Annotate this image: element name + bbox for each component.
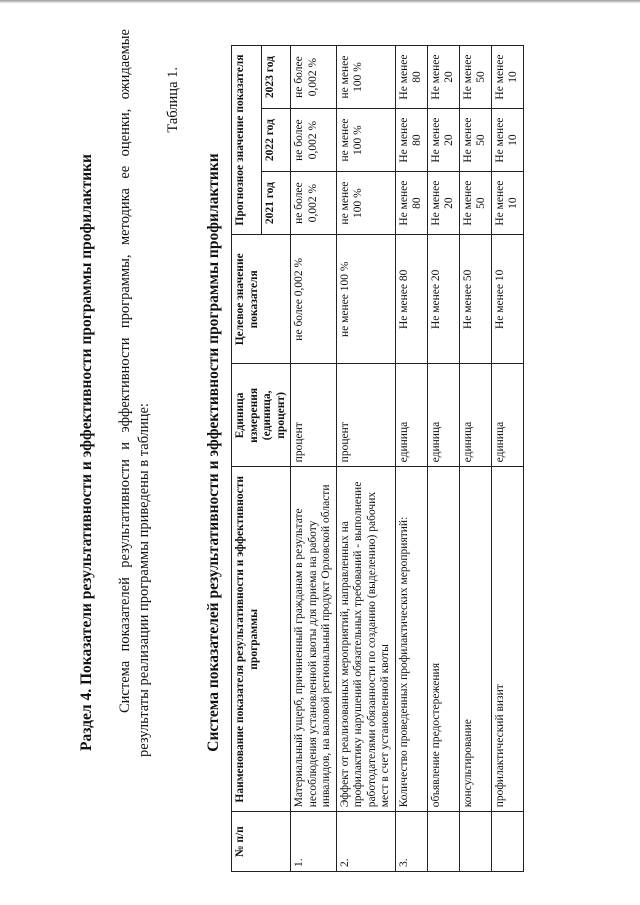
row-2022: Не менее 50 [459, 109, 491, 172]
row-2022: не более 0,002 % [291, 109, 337, 172]
row-target: Не менее 50 [459, 235, 491, 364]
table-number: Таблица 1. [165, 67, 181, 133]
row-unit: процент [291, 364, 337, 467]
table-row [427, 46, 459, 872]
row-num [491, 812, 523, 872]
indicators-table [231, 45, 524, 872]
row-2023: не более 0,002 % [291, 46, 337, 109]
header-2023: 2023 год [261, 46, 291, 109]
row-name: Эффект от реализованных мероприятий, направленных на профилактику нарушений обязательных требований - выполнение работодателями обязанности по созданию (выделению) рабочих мест в счет установленной квоты [336, 467, 395, 812]
header-unit: Единица измерения (единица, процент) [232, 364, 291, 467]
table-row [336, 46, 395, 872]
table-row [459, 46, 491, 872]
intro-paragraph: Система показателей результативности и эффективности программы, методика ее оценки, ожидаемые результаты реализации программы приведены в таблице: [117, 29, 152, 757]
row-num: 2. [336, 812, 395, 872]
row-2021: Не менее 20 [427, 172, 459, 235]
row-2023: не менее 100 % [336, 46, 395, 109]
row-name: объявление предостережения [427, 467, 459, 812]
table-row [395, 46, 427, 872]
header-num: № п/п [232, 812, 291, 872]
row-2022: Не менее 20 [427, 109, 459, 172]
header-2022: 2022 год [261, 109, 291, 172]
row-2021: не менее 100 % [336, 172, 395, 235]
row-name: Количество проведенных профилактических мероприятий: [395, 467, 427, 812]
row-unit: единица [427, 364, 459, 467]
row-2022: Не менее 80 [395, 109, 427, 172]
row-2022: Не менее 10 [491, 109, 523, 172]
row-2022: не менее 100 % [336, 109, 395, 172]
row-2021: не более 0,002 % [291, 172, 337, 235]
header-forecast: Прогнозное значение показателя [232, 46, 262, 235]
row-target: не более 0,002 % [291, 235, 337, 364]
row-name: профилактический визит [491, 467, 523, 812]
row-target: Не менее 20 [427, 235, 459, 364]
row-2021: Не менее 10 [491, 172, 523, 235]
row-num: 1. [291, 812, 337, 872]
row-unit: единица [491, 364, 523, 467]
table-row [491, 46, 523, 872]
row-unit: процент [336, 364, 395, 467]
row-target: не менее 100 % [336, 235, 395, 364]
row-2023: Не менее 20 [427, 46, 459, 109]
row-2021: Не менее 50 [459, 172, 491, 235]
row-unit: единица [395, 364, 427, 467]
row-num: 3. [395, 812, 427, 872]
row-2023: Не менее 80 [395, 46, 427, 109]
section-heading: Раздел 4. Показатели результативности и эффективности программы профилактики [78, 154, 95, 752]
row-unit: единица [459, 364, 491, 467]
row-2023: Не менее 50 [459, 46, 491, 109]
row-name: Материальный ущерб, причиненный гражданам в результате несоблюдения установленной квоты для приема на работу инвалидов, на валовой региональный продукт Орловской области [291, 467, 337, 812]
row-target: Не менее 80 [395, 235, 427, 364]
header-target: Целевое значение показателя [232, 235, 291, 364]
header-name: Наименование показателя результативности и эффективности программы [232, 467, 291, 812]
row-2021: Не менее 80 [395, 172, 427, 235]
row-name: консультирование [459, 467, 491, 812]
table-row [291, 46, 337, 872]
row-num [459, 812, 491, 872]
row-2023: Не менее 10 [491, 46, 523, 109]
row-target: Не менее 10 [491, 235, 523, 364]
table-title: Система показателей результативности и эффективности программы профилактики [205, 153, 222, 752]
table-header-row [232, 46, 262, 872]
header-2021: 2021 год [261, 172, 291, 235]
row-num [427, 812, 459, 872]
